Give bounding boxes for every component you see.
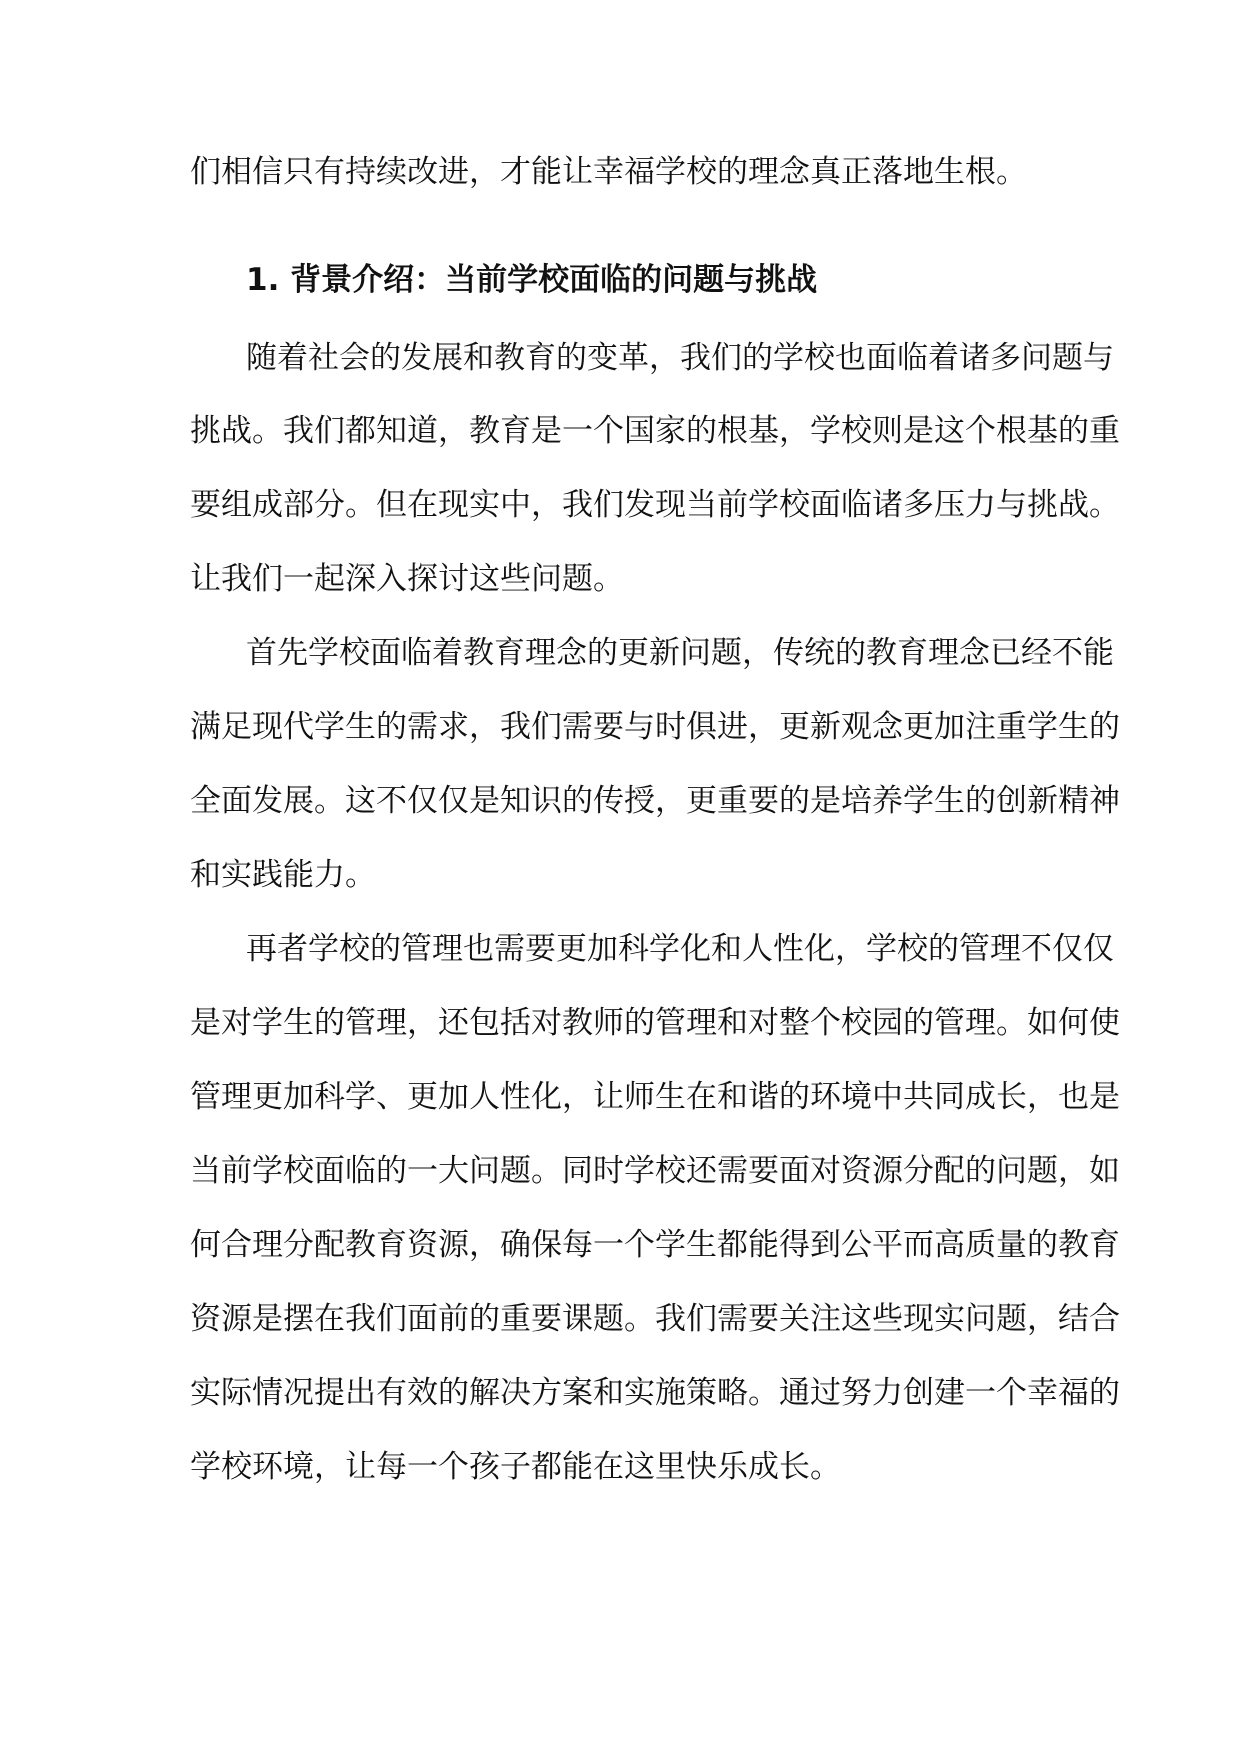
section-heading: 1. 背景介绍：当前学校面临的问题与挑战	[246, 262, 818, 298]
paragraph-3-line-8: 学校环境，让每一个孩子都能在这里快乐成长。	[190, 1449, 841, 1485]
paragraph-3-line-4: 当前学校面临的一大问题。同时学校还需要面对资源分配的问题，如	[190, 1153, 1120, 1189]
paragraph-2-line-4: 和实践能力。	[190, 857, 376, 893]
paragraph-1-line-1: 随着社会的发展和教育的变革，我们的学校也面临着诸多问题与	[246, 340, 1114, 376]
paragraph-3-line-7: 实际情况提出有效的解决方案和实施策略。通过努力创建一个幸福的	[190, 1375, 1120, 1411]
paragraph-2-line-3: 全面发展。这不仅仅是知识的传授，更重要的是培养学生的创新精神	[190, 783, 1120, 819]
paragraph-1-line-2: 挑战。我们都知道，教育是一个国家的根基，学校则是这个根基的重	[190, 413, 1120, 449]
paragraph-1-line-3: 要组成部分。但在现实中，我们发现当前学校面临诸多压力与挑战。	[190, 487, 1120, 523]
paragraph-3-line-3: 管理更加科学、更加人性化，让师生在和谐的环境中共同成长，也是	[190, 1079, 1120, 1115]
paragraph-3-line-2: 是对学生的管理，还包括对教师的管理和对整个校园的管理。如何使	[190, 1005, 1120, 1041]
paragraph-1-line-4: 让我们一起深入探讨这些问题。	[190, 561, 624, 597]
paragraph-2-line-2: 满足现代学生的需求，我们需要与时俱进，更新观念更加注重学生的	[190, 709, 1120, 745]
paragraph-3-line-6: 资源是摆在我们面前的重要课题。我们需要关注这些现实问题，结合	[190, 1301, 1120, 1337]
paragraph-2-line-1: 首先学校面临着教育理念的更新问题，传统的教育理念已经不能	[246, 635, 1114, 671]
text-line-continuation: 们相信只有持续改进，才能让幸福学校的理念真正落地生根。	[190, 154, 1027, 190]
paragraph-3-line-1: 再者学校的管理也需要更加科学化和人性化，学校的管理不仅仅	[246, 931, 1114, 967]
paragraph-3-line-5: 何合理分配教育资源，确保每一个学生都能得到公平而高质量的教育	[190, 1227, 1120, 1263]
